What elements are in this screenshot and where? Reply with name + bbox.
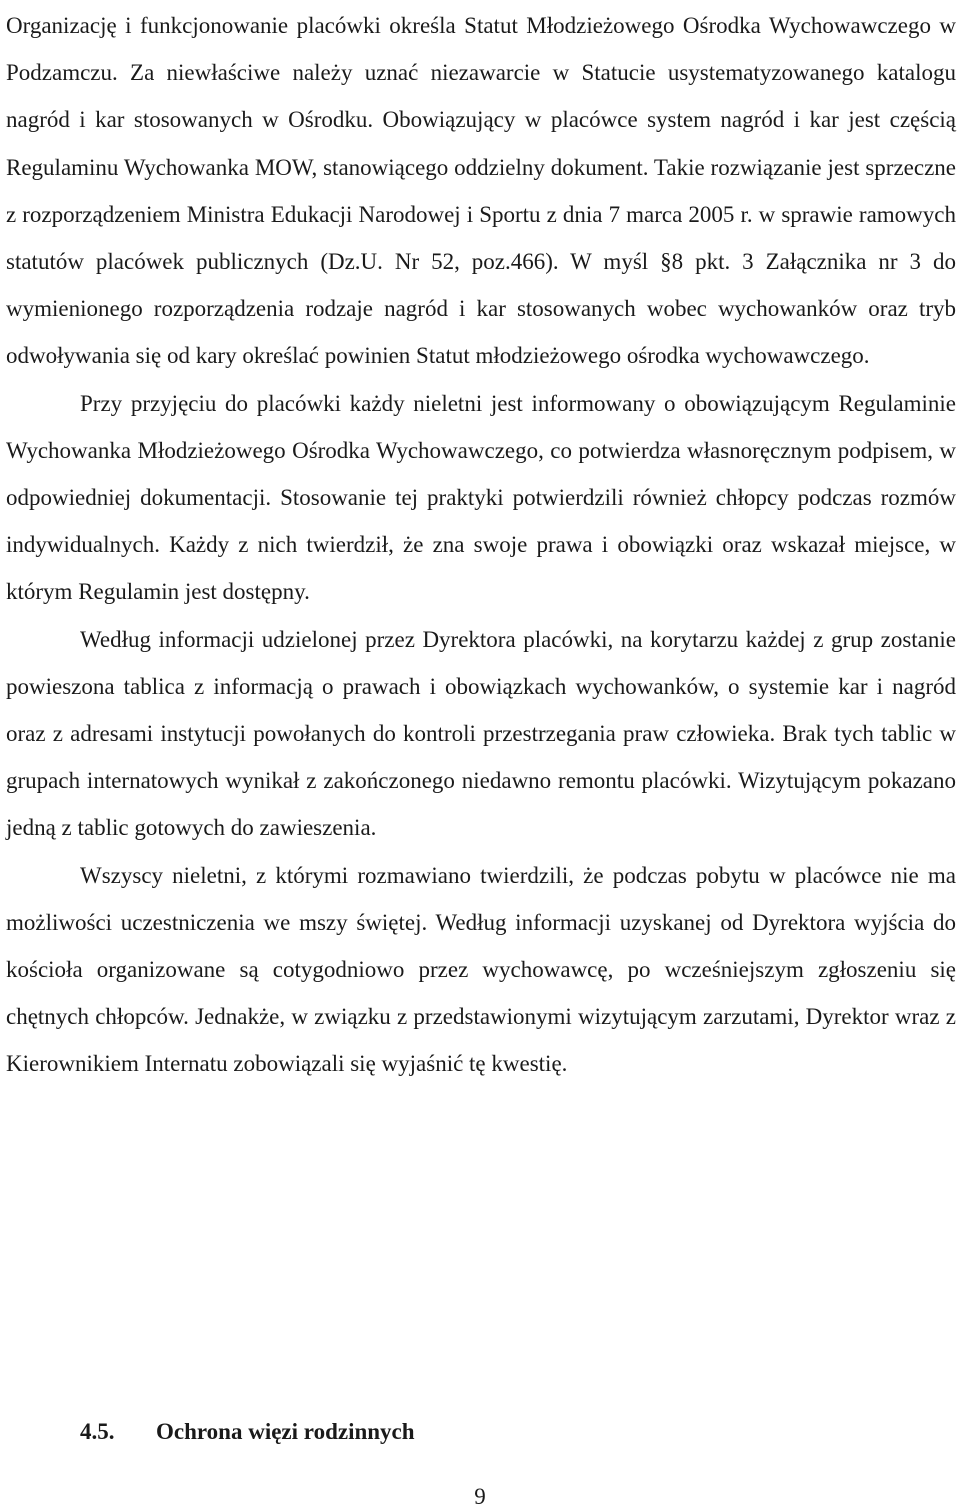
page-number: 9 xyxy=(474,1484,486,1509)
section-title: Ochrona więzi rodzinnych xyxy=(156,1419,415,1444)
document-body xyxy=(6,2,956,1088)
section-heading xyxy=(80,1410,415,1454)
section-number: 4.5. xyxy=(80,1419,115,1444)
paragraph-regulamin: Przy przyjęciu do placówki każdy nieletni jest informowany o obowiązującym Regulaminie Wychowanka Młodzieżowego Ośrodka Wychowawczego, co potwierdza własnoręcznym podpisem, w odpowiedniej dokumentacji. Stosowanie tej praktyki potwierdzili również chłopcy podczas rozmów indywidualnych. Każdy z nich twierdził, że zna swoje prawa i obowiązki oraz wskazał miejsce, w którym Regulamin jest dostępny. xyxy=(6,390,956,605)
paragraph-statut: Organizację i funkcjonowanie placówki określa Statut Młodzieżowego Ośrodka Wychowawczego w Podzamczu. Za niewłaściwe należy uznać niezawarcie w Statucie usystematyzowanego katalogu nagród i kar stosowanych w Ośrodku. Obowiązujący w placówce system nagród i kar jest częścią Regulaminu Wychowanka MOW, stanowiącego oddzielny dokument. Takie rozwiązanie jest sprzeczne z rozporządzeniem Ministra Edukacji Narodowej i Sportu z dnia 7 marca 2005 r. w sprawie ramowych statutów placówek publicznych (Dz.U. Nr 52, poz.466). W myśl §8 pkt. 3 Załącznika nr 3 do wymienionego rozporządzenia rodzaje nagród i kar stosowanych wobec wychowanków oraz tryb odwoływania się od kary określać powinien Statut młodzieżowego ośrodka wychowawczego. xyxy=(6,13,956,369)
paragraph-msza: Wszyscy nieletni, z którymi rozmawiano twierdzili, że podczas pobytu w placówce nie ma możliwości uczestniczenia we mszy świętej. Według informacji uzyskanej od Dyrektora wyjścia do kościoła organizowane są cotygodniowo przez wychowawcę, po wcześniejszym zgłoszeniu się chętnych chłopców. Jednakże, w związku z przedstawionymi wizytującym zarzutami, Dyrektor wraz z Kierownikiem Internatu zobowiązali się wyjaśnić tę kwestię. xyxy=(6,862,956,1077)
paragraph-tablica: Według informacji udzielonej przez Dyrektora placówki, na korytarzu każdej z grup zostanie powieszona tablica z informacją o prawach i obowiązkach wychowanków, o systemie kar i nagród oraz z adresami instytucji powołanych do kontroli przestrzegania praw człowieka. Brak tych tablic w grupach internatowych wynikał z zakończonego niedawno remontu placówki. Wizytującym pokazano jedną z tablic gotowych do zawieszenia. xyxy=(6,626,956,841)
